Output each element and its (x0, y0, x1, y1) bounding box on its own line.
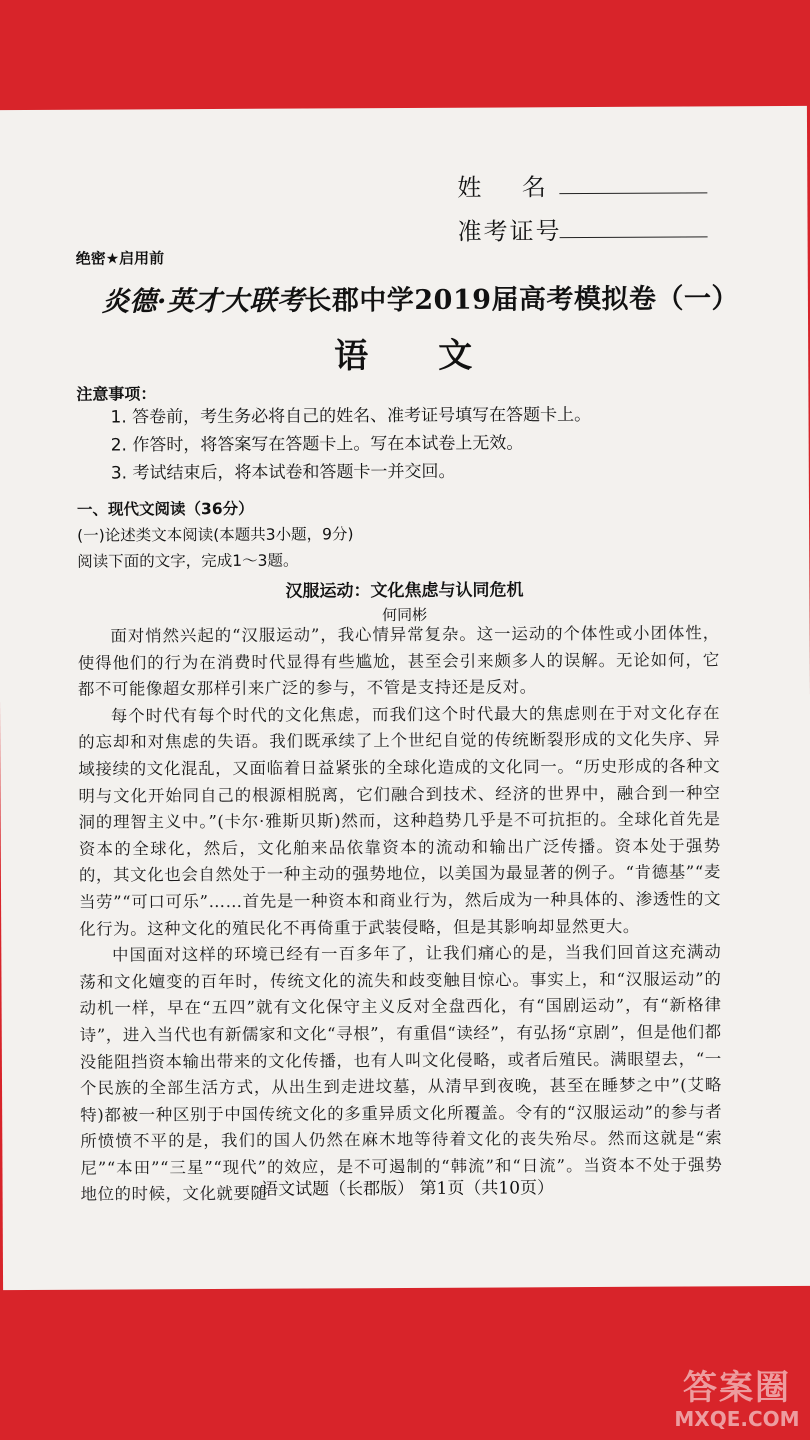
notice-list (110, 401, 591, 488)
section-sub-heading: (一)论述类文本阅读(本题共3小题，9分) (77, 525, 354, 545)
secret-mark: 绝密★启用前 (75, 249, 165, 268)
watermark-logo-text: 答案圈 (683, 1368, 791, 1408)
exam-title (102, 276, 739, 318)
exam-title-rest: 长郡中学2019届高考模拟卷（一） (304, 283, 740, 317)
name-field-line (559, 192, 707, 194)
article-paragraph: 中国面对这样的环境已经有一百多年了，让我们痛心的是，当我们回首这充满动荡和文化嬗变的百年时，传统文化的流失和歧变触目惊心。事实上，和“汉服运动”的动机一样，早在“五四”就有文化保守主义反对全盘西化，有“国剧运动”，有“新格律诗”，进入当代也有新儒家和文化“寻根”，有重倡“读经”，有弘扬“京剧”，但是他们都没能阻挡资本输出带来的文化传播，也有人叫文化侵略，或者后殖民。满眼望去，“一个民族的全部生活方式，从出生到走进坟墓，从清早到夜晚，甚至在睡梦之中”(艾略特)都被一种区别于中国传统文化的多重异质文化所覆盖。令有的“汉服运动”的参与者所愤愤不平的是，我们的国人仍然在麻木地等待着文化的丧失殆尽。然而这就是“索尼”“本田”“三星”“现代”的效应，是不可遏制的“韩流”和“日流”。当资本不处于强势地位的时候，文化就要随 (79, 942, 723, 1205)
site-watermark (672, 1368, 802, 1436)
name-label: 姓 名 (457, 173, 548, 202)
exam-brand: 炎德·英才大联考 (101, 285, 305, 318)
notice-item: 2. 作答时，将答案写在答题卡上。写在本试卷上无效。 (110, 433, 524, 456)
page-footer: 语文试题（长郡版） 第1页（共10页） (261, 1178, 555, 1200)
watermark-domain: MXQE.COM (674, 1407, 800, 1431)
section-heading: 一、现代文阅读（36分） (76, 499, 254, 519)
section-instruction: 阅读下面的文字，完成1～3题。 (77, 551, 299, 571)
article-author: 何同彬 (382, 605, 428, 625)
subject-title: 语文 (334, 335, 543, 377)
article-paragraph: 面对悄然兴起的“汉服运动”，我心情异常复杂。这一运动的个体性或小团体性，使得他们的行为在消费时代显得有些尴尬，甚至会引来颇多人的误解。无论如何，它都不可能像超女那样引来广泛的参与，不管是支持还是反对。 (77, 623, 720, 699)
exam-paper (0, 106, 810, 1290)
article-paragraph: 每个时代有每个时代的文化焦虑，而我们这个时代最大的焦虑则在于对文化存在的忘却和对焦虑的失语。我们既承续了上个世纪自觉的传统断裂形成的文化失序、异域接续的文化混乱，又面临着日益紧张的全球化造成的文化同一。“历史形成的各种文明与文化开始同自己的根源相脱离，它们融合到技术、经济的世界中，融合到一种空洞的理智主义中。”(卡尔·雅斯贝斯)然而，这种趋势几乎是不可抗拒的。全球化首先是资本的全球化，然后，文化舶来品依靠资本的流动和输出广泛传播。资本处于强势的，其文化也会自然处于一种主动的强势地位，以美国为最显著的例子。“肯德基”“麦当劳”“可口可乐”……首先是一种资本和商业行为，然后成为一种具体的、渗透性的文化行为。这种文化的殖民化不再倚重于武装侵略，但是其影响却显然更大。 (78, 703, 722, 939)
notice-item: 3. 考试结束后，将本试卷和答题卡一并交回。 (110, 461, 456, 484)
article-body (78, 620, 723, 1208)
notice-title: 注意事项： (76, 384, 157, 404)
ticket-number-label: 准考证号 (457, 217, 562, 246)
article-title: 汉服运动：文化焦虑与认同危机 (285, 580, 524, 602)
notice-item: 1. 答卷前，考生务必将自己的姓名、准考证号填写在答题卡上。 (110, 405, 592, 428)
